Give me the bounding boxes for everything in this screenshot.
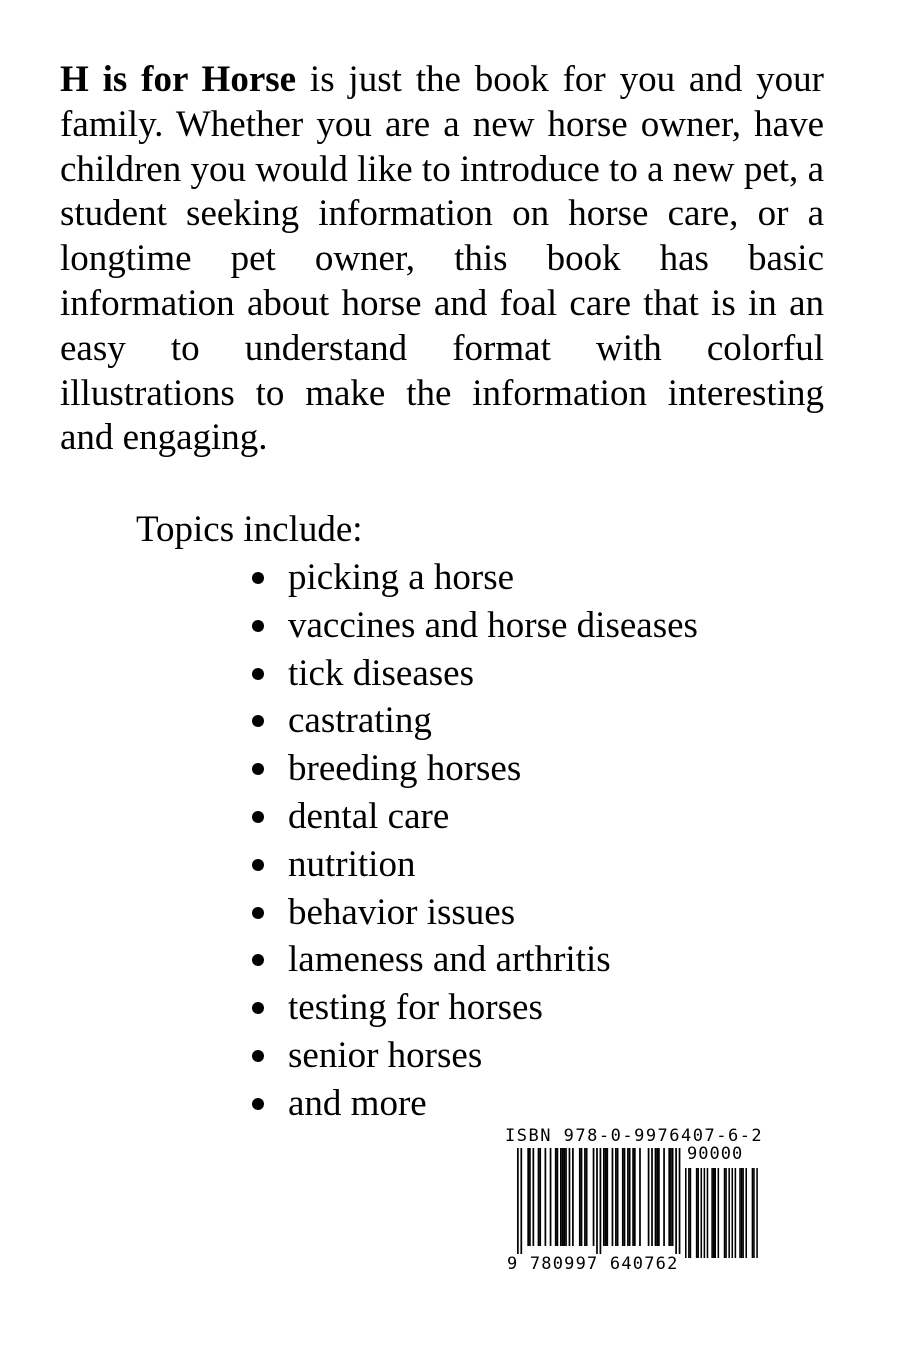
bullet-icon <box>252 859 264 871</box>
barcode-bar <box>527 1148 529 1246</box>
barcode-bar <box>560 1148 562 1246</box>
barcode-bar <box>656 1148 658 1246</box>
bullet-icon <box>252 1050 264 1062</box>
barcode-bar <box>538 1148 540 1246</box>
barcode-bar <box>756 1168 758 1258</box>
topic-item <box>250 1082 698 1130</box>
barcode-bar <box>517 1148 519 1254</box>
barcode-bar <box>753 1168 755 1258</box>
isbn-number: ISBN 978-0-9976407-6-2 <box>505 1126 764 1146</box>
barcode-bar <box>572 1148 574 1246</box>
barcode-bar <box>672 1148 674 1246</box>
barcode-bar <box>539 1148 541 1246</box>
barcode-bar <box>735 1168 737 1258</box>
barcode-bar <box>668 1148 670 1246</box>
bullet-icon <box>252 763 264 775</box>
barcode-bar <box>596 1148 598 1254</box>
topic-item <box>250 795 698 843</box>
barcode-bar <box>725 1168 727 1258</box>
topic-item <box>250 699 698 747</box>
ean-digits: 9 780997 640762 <box>507 1254 679 1274</box>
topic-label: lameness and arthritis <box>288 939 611 981</box>
topic-label: behavior issues <box>288 891 516 933</box>
barcode-bar <box>675 1148 677 1254</box>
bullet-icon <box>252 1002 264 1014</box>
barcode-bar <box>612 1148 614 1246</box>
barcode-bar <box>696 1168 698 1258</box>
barcode-bar <box>718 1168 720 1258</box>
topic-label: vaccines and horse diseases <box>288 604 698 646</box>
barcode-bar <box>605 1148 607 1246</box>
barcode-bar <box>648 1148 650 1246</box>
barcode-bar <box>529 1148 531 1246</box>
barcode-bar <box>532 1148 534 1246</box>
bullet-icon <box>252 620 264 632</box>
topic-label: tick diseases <box>288 652 474 694</box>
topic-item <box>250 938 698 986</box>
barcode-bar <box>563 1148 565 1246</box>
ean-bars <box>517 1148 680 1254</box>
barcode-bar <box>690 1168 692 1258</box>
topic-label: breeding horses <box>288 748 522 790</box>
barcode-bar <box>593 1148 595 1246</box>
bullet-icon <box>252 954 264 966</box>
barcode-bar <box>520 1148 522 1254</box>
barcode-bar <box>545 1148 547 1246</box>
barcode-bar <box>569 1148 571 1246</box>
barcode-bar <box>550 1148 552 1246</box>
bullet-icon <box>252 1098 264 1110</box>
bullet-icon <box>252 668 264 680</box>
barcode-bar <box>670 1148 672 1246</box>
barcode-bar <box>557 1148 559 1246</box>
barcode-bar <box>629 1148 631 1246</box>
topic-item <box>250 843 698 891</box>
barcode-bar <box>707 1168 709 1258</box>
barcode-bar <box>555 1148 557 1246</box>
topics-list <box>250 556 698 1130</box>
topic-label: testing for horses <box>288 987 543 1029</box>
bullet-icon <box>252 907 264 919</box>
barcode-bar <box>663 1148 665 1246</box>
barcode-bar <box>728 1168 730 1258</box>
topic-item <box>250 986 698 1034</box>
barcode-bar <box>685 1168 687 1258</box>
barcode-bar <box>745 1168 747 1258</box>
barcode-bar <box>581 1148 583 1246</box>
barcode-bar <box>603 1148 605 1246</box>
barcode-bar <box>586 1148 588 1246</box>
topic-label: senior horses <box>288 1034 483 1076</box>
topic-label: nutrition <box>288 843 416 885</box>
barcode-bar <box>714 1168 716 1258</box>
topics-heading: Topics include: <box>136 509 363 550</box>
barcode-bar <box>622 1148 624 1246</box>
barcode-bar <box>606 1148 608 1246</box>
barcode-bar <box>688 1168 690 1258</box>
barcode-bar <box>562 1148 564 1246</box>
barcode-bar <box>713 1168 715 1258</box>
book-description <box>60 58 824 461</box>
barcode-bar <box>584 1148 586 1246</box>
barcode-bar <box>732 1168 734 1258</box>
topic-label: picking a horse <box>288 557 515 598</box>
topic-item <box>250 891 698 939</box>
barcode-bar <box>752 1168 754 1258</box>
barcode-bar <box>711 1168 713 1258</box>
barcode-bar <box>679 1148 681 1254</box>
book-description-text: is just the book for you and your family. Whether you are a new horse owner, have children you would like to introduce to a new pet, a student seeking information on horse care, or a longtime pet owner, this book has basic information about horse and foal care that is in an easy to understand format with colorful illustrations to make the information interesting and engaging. <box>60 59 824 459</box>
barcode-bar <box>617 1148 619 1246</box>
barcode-bar <box>697 1168 699 1258</box>
bullet-icon <box>252 572 264 584</box>
barcode-bar <box>579 1148 581 1246</box>
barcode-bar <box>615 1148 617 1246</box>
barcode-bar <box>701 1168 703 1258</box>
barcode-bar <box>739 1168 741 1258</box>
barcode-bar <box>624 1148 626 1246</box>
barcode-bar <box>741 1168 743 1258</box>
isbn-barcode <box>505 1126 764 1276</box>
barcode-bar <box>658 1148 660 1246</box>
topic-item <box>250 556 698 604</box>
barcode-bar <box>742 1168 744 1258</box>
bullet-icon <box>252 715 264 727</box>
barcode-bar <box>565 1148 567 1246</box>
barcode-bar <box>704 1168 706 1258</box>
barcode-bar <box>632 1148 634 1246</box>
topic-item <box>250 747 698 795</box>
barcode-bar <box>627 1148 629 1246</box>
topic-label: and more <box>288 1082 427 1124</box>
barcode-bar <box>600 1148 602 1254</box>
topic-item <box>250 604 698 652</box>
barcode-bar <box>639 1148 641 1246</box>
barcode-bar <box>651 1148 653 1246</box>
price-code: 90000 <box>687 1144 744 1164</box>
topic-label: dental care <box>288 795 450 837</box>
topic-label: castrating <box>288 700 432 742</box>
bullet-icon <box>252 811 264 823</box>
book-title: H is for Horse <box>60 59 297 100</box>
barcode-bar <box>634 1148 636 1246</box>
price-addon-bars <box>685 1168 758 1258</box>
barcode-bar <box>655 1148 657 1246</box>
topic-item <box>250 652 698 700</box>
topic-item <box>250 1034 698 1082</box>
barcode-bar <box>724 1168 726 1258</box>
